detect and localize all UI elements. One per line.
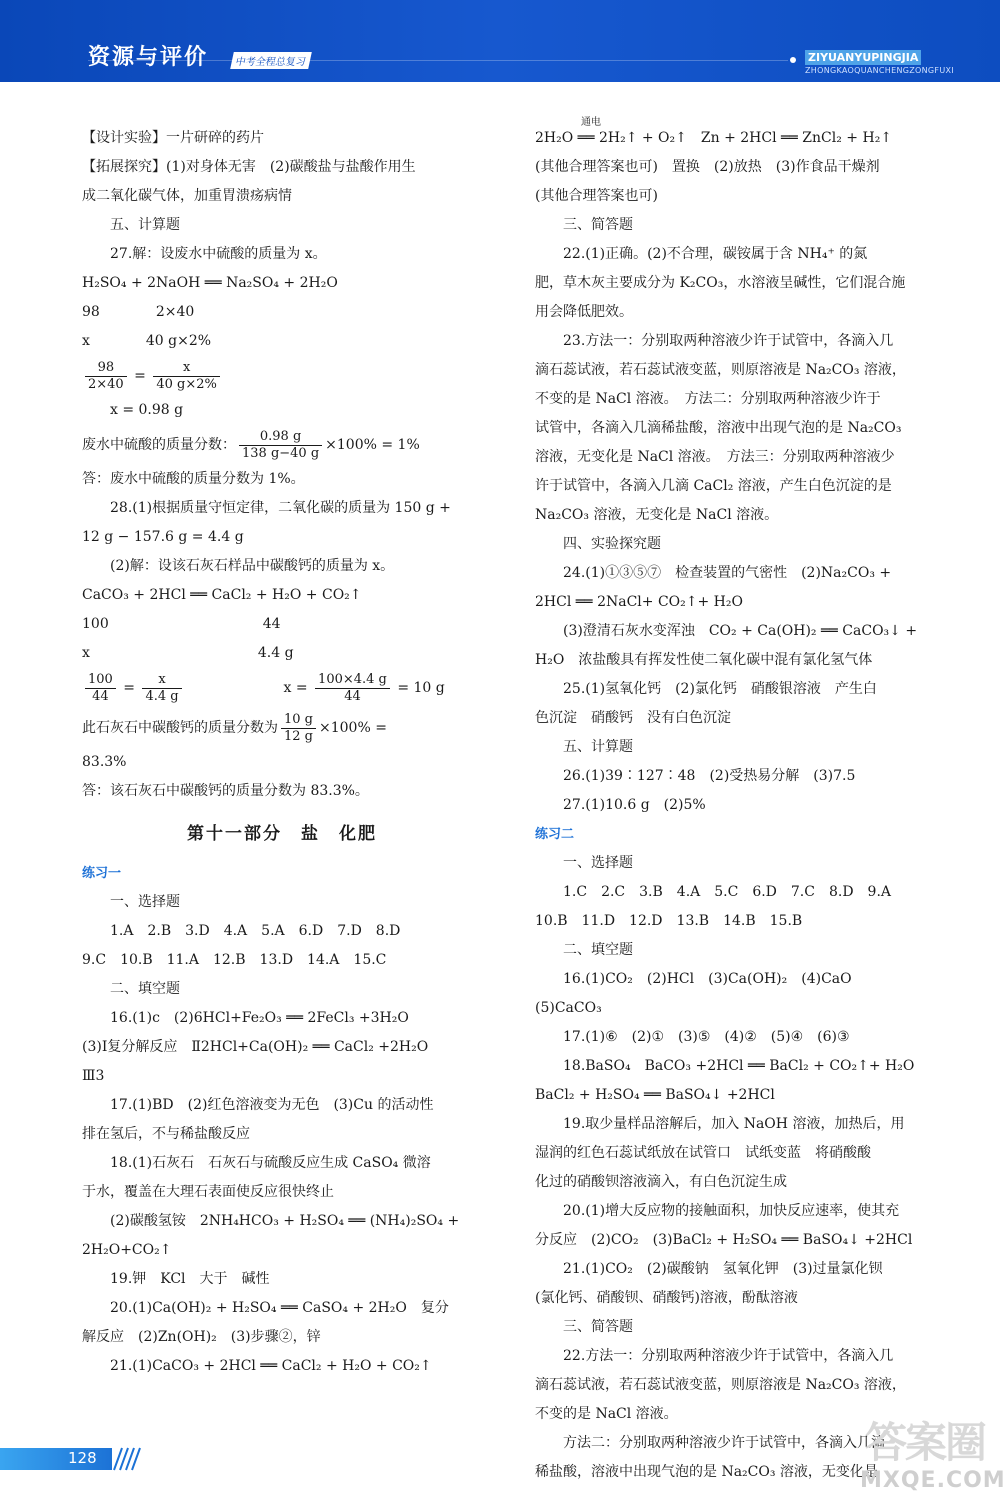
- answer-line: 22.(1)正确。(2)不合理，碳铵属于含 NH₄⁺ 的氮: [563, 246, 868, 262]
- fraction: $\frac{98}{2\times 40}$: [85, 360, 127, 393]
- section-heading: 三、简答题: [563, 217, 633, 233]
- section-heading: 四、实验探究题: [563, 536, 661, 552]
- text-line: 成二氧化碳气体，加重胃溃疡病情: [82, 188, 292, 204]
- fraction: $\frac{x}{40 g\times 2\%}$: [153, 360, 220, 393]
- answer-line: 22.方法一：分别取两种溶液少许于试管中，各滴入几: [563, 1348, 894, 1364]
- answer-line: 27.(1)10.6 g (2)5%: [563, 797, 706, 813]
- answer-line: 色沉淀 硝酸钙 没有白色沉淀: [535, 710, 731, 726]
- answer-line: 1.A 2.B 3.D 4.A 5.A 6.D 7.D 8.D: [110, 923, 401, 939]
- answer-line: H₂O 浓盐酸具有挥发性使二氧化碳中混有氯化氢气体: [535, 652, 873, 668]
- header-dot-icon: [790, 57, 796, 63]
- equation-condition: 通电: [581, 117, 601, 128]
- answer-line: 24.(1)①③⑤⑦ 检查装置的气密性 (2)Na₂CO₃ +: [563, 565, 892, 581]
- answer-line: 方法二：分别取两种溶液少许于试管中，各滴入几滴: [563, 1435, 885, 1451]
- answer-line: 于水，覆盖在大理石表面使反应很快终止: [82, 1184, 334, 1200]
- equation-line: CaCO₃ + 2HCl ══ CaCl₂ + H₂O + CO₂↑: [82, 587, 362, 603]
- equation-line: 98 2×40: [82, 304, 195, 320]
- equation-line: 100 44: [82, 616, 281, 632]
- text-line: 废水中硫酸的质量分数： $\frac{0.98 g}{138 g-40 g}$ ×100% = 1%: [82, 428, 420, 461]
- answer-line: 滴石蕊试液，若石蕊试液变蓝，则原溶液是 Na₂CO₃ 溶液，: [535, 1377, 906, 1393]
- answer-line: 排在氢后，不与稀盐酸反应: [82, 1126, 250, 1142]
- answer-line: (3)澄清石灰水变浑浊 CO₂ + Ca(OH)₂ ══ CaCO₃↓ +: [563, 623, 918, 639]
- text-line: 【拓展探究】(1)对身体无害 (2)碳酸盐与盐酸作用生: [82, 159, 416, 175]
- answer-line: 9.C 10.B 11.A 12.B 13.D 14.A 15.C: [82, 952, 387, 968]
- text-line: 27.解：设废水中硫酸的质量为 x。: [110, 246, 327, 262]
- answer-line: 16.(1)c (2)6HCl+Fe₂O₃ ══ 2FeCl₃ +3H₂O: [110, 1010, 409, 1026]
- section-title: 第十一部分 盐 化肥: [187, 824, 377, 844]
- answer-line: 20.(1)增大反应物的接触面积，加快反应速率，使其充: [563, 1203, 900, 1219]
- watermark-logo-text: 答案圈: [864, 1418, 985, 1467]
- exercise-heading: 练习二: [535, 827, 575, 842]
- text-line: 28.(1)根据质量守恒定律，二氧化碳的质量为 150 g +: [110, 500, 451, 516]
- right-column: [535, 117, 935, 1487]
- book-subtitle: 中考全程总复习: [230, 52, 312, 69]
- section-heading: 五、计算题: [110, 217, 180, 233]
- site-watermark: [860, 1410, 1006, 1498]
- fraction: $\frac{x}{4.4 g}$: [142, 672, 181, 705]
- answer-line: 20.(1)Ca(OH)₂ + H₂SO₄ ══ CaSO₄ + 2H₂O 复分: [110, 1300, 449, 1316]
- footer-stripes-icon: [112, 1448, 142, 1470]
- section-heading: 二、填空题: [563, 942, 633, 958]
- answer-line: 滴石蕊试液，若石蕊试液变蓝，则原溶液是 Na₂CO₃ 溶液，: [535, 362, 906, 378]
- answer-line: (氯化钙、硝酸钡、硝酸钙)溶液，酚酞溶液: [535, 1290, 798, 1306]
- fraction: $\frac{100}{44}$: [85, 672, 116, 705]
- answer-line: Na₂CO₃ 溶液，无变化是 NaCl 溶液。: [535, 507, 779, 523]
- equation-line: H₂SO₄ + 2NaOH ══ Na₂SO₄ + 2H₂O: [82, 275, 338, 291]
- answer-line: 试管中，各滴入几滴稀盐酸，溶液中出现气泡的是 Na₂CO₃: [535, 420, 902, 436]
- answer-line: 化过的硝酸钡溶液滴入，有白色沉淀生成: [535, 1174, 787, 1190]
- answer-line: 19.取少量样品溶解后，加入 NaOH 溶液，加热后，用: [563, 1116, 905, 1132]
- text-line: 12 g − 157.6 g = 4.4 g: [82, 529, 244, 545]
- text-line: 【设计实验】一片研碎的药片: [82, 130, 264, 146]
- book-title-pinyin: ZIYUANYUPINGJIA: [805, 50, 921, 65]
- answer-line: 用会降低肥效。: [535, 304, 633, 320]
- book-subtitle-pinyin: ZHONGKAOQUANCHENGZONGFUXI: [805, 66, 954, 75]
- answer-line: 不变的是 NaCl 溶液。 方法二：分别取两种溶液少许于: [535, 391, 881, 407]
- answer-line: 25.(1)氢氧化钙 (2)氯化钙 硝酸银溶液 产生白: [563, 681, 877, 697]
- answer-line: 2HCl ══ 2NaCl+ CO₂↑+ H₂O: [535, 594, 743, 610]
- answer-line: Ⅲ3: [82, 1068, 105, 1084]
- fraction: $\frac{100\times 4.4 g}{44}$: [315, 672, 390, 705]
- answer-line: 稀盐酸，溶液中出现气泡的是 Na₂CO₃ 溶液，无变化是: [535, 1464, 878, 1480]
- answer-line: BaCl₂ + H₂SO₄ ══ BaSO₄↓ +2HCl: [535, 1087, 775, 1103]
- answer-line: 21.(1)CaCO₃ + 2HCl ══ CaCl₂ + H₂O + CO₂↑: [110, 1358, 432, 1374]
- answer-line: 18.(1)石灰石 石灰石与硫酸反应生成 CaSO₄ 微溶: [110, 1155, 431, 1171]
- book-title: 资源与评价: [88, 45, 209, 70]
- page-number: 128: [68, 1449, 97, 1467]
- answer-line: 18.BaSO₄ BaCO₃ +2HCl ══ BaCl₂ + CO₂↑+ H₂O: [563, 1058, 915, 1074]
- text-line: 此石灰石中碳酸钙的质量分数为 $\frac{10 g}{12 g}$ ×100% =: [82, 711, 387, 744]
- section-heading: 五、计算题: [563, 739, 633, 755]
- text-line: 答：该石灰石中碳酸钙的质量分数为 83.3%。: [82, 783, 369, 799]
- answer-line: 10.B 11.D 12.D 13.B 14.B 15.B: [535, 913, 803, 929]
- left-column: [82, 124, 482, 1381]
- answer-line: 26.(1)39∶127∶48 (2)受热易分解 (3)7.5: [563, 768, 856, 784]
- proportion-line: $\frac{98}{2\times 40}$ = $\frac{x}{40 g\times 2\%}$: [82, 356, 482, 396]
- answer-line: 肥，草木灰主要成分为 K₂CO₃，水溶液呈碱性，它们混合施: [535, 275, 906, 291]
- text-line: (2)解：设该石灰石样品中碳酸钙的质量为 x。: [110, 558, 395, 574]
- answer-line: (5)CaCO₃: [535, 1000, 602, 1016]
- answer-line: (其他合理答案也可) 置换 (2)放热 (3)作食品干燥剂: [535, 159, 880, 175]
- section-heading: 二、填空题: [110, 981, 180, 997]
- fraction: $\frac{0.98 g}{138 g-40 g}$: [239, 429, 322, 462]
- answer-line: 19.钾 KCl 大于 碱性: [110, 1271, 270, 1287]
- answer-line: (2)碳酸氢铵 2NH₄HCO₃ + H₂SO₄ ══ (NH₄)₂SO₄ +: [110, 1213, 460, 1229]
- answer-line: 23.方法一：分别取两种溶液少许于试管中，各滴入几: [563, 333, 894, 349]
- answer-line: 21.(1)CO₂ (2)碳酸钠 氢氧化钾 (3)过量氯化钡: [563, 1261, 883, 1277]
- answer-line: 许于试管中，各滴入几滴 CaCl₂ 溶液，产生白色沉淀的是: [535, 478, 892, 494]
- answer-line: 17.(1)⑥ (2)① (3)⑤ (4)② (5)④ (6)③: [563, 1029, 850, 1045]
- text-line: 答：废水中硫酸的质量分数为 1%。: [82, 471, 305, 487]
- watermark-domain: MXQE.COM: [860, 1468, 1006, 1493]
- answer-line: 湿润的红色石蕊试纸放在试管口 试纸变蓝 将硝酸酸: [535, 1145, 871, 1161]
- equation-line: x 4.4 g: [82, 645, 294, 661]
- page-header: [0, 0, 1000, 82]
- section-heading: 一、选择题: [110, 894, 180, 910]
- answer-line: 不变的是 NaCl 溶液。: [535, 1406, 678, 1422]
- exercise-heading: 练习一: [82, 866, 122, 881]
- section-heading: 一、选择题: [563, 855, 633, 871]
- equation-line: x 40 g×2%: [82, 333, 212, 349]
- proportion-line: $\frac{100}{44}$ = $\frac{x}{4.4 g}$ x = $\frac{100\times 4.4 g}{44}$ = 10 g: [82, 668, 482, 708]
- answer-line: 解反应 (2)Zn(OH)₂ (3)步骤②，锌: [82, 1329, 321, 1345]
- answer-line: 1.C 2.C 3.B 4.A 5.C 6.D 7.C 8.D 9.A: [563, 884, 892, 900]
- text-line: 83.3%: [82, 754, 127, 770]
- answer-line: (其他合理答案也可): [535, 188, 658, 204]
- equation-line: x = 0.98 g: [110, 402, 184, 418]
- equation-line: 通电 2H₂O ══ 2H₂↑ + O₂↑ Zn + 2HCl ══ ZnCl₂ + H₂↑: [535, 117, 893, 146]
- answer-line: 16.(1)CO₂ (2)HCl (3)Ca(OH)₂ (4)CaO: [563, 971, 852, 987]
- answer-line: 分反应 (2)CO₂ (3)BaCl₂ + H₂SO₄ ══ BaSO₄↓ +2HCl: [535, 1232, 913, 1248]
- fraction: $\frac{10 g}{12 g}$: [281, 712, 316, 745]
- section-heading: 三、简答题: [563, 1319, 633, 1335]
- answer-line: (3)Ⅰ复分解反应 Ⅱ2HCl+Ca(OH)₂ ══ CaCl₂ +2H₂O: [82, 1039, 429, 1055]
- answer-line: 溶液，无变化是 NaCl 溶液。 方法三：分别取两种溶液少: [535, 449, 895, 465]
- answer-line: 2H₂O+CO₂↑: [82, 1242, 172, 1258]
- answer-line: 17.(1)BD (2)红色溶液变为无色 (3)Cu 的活动性: [110, 1097, 434, 1113]
